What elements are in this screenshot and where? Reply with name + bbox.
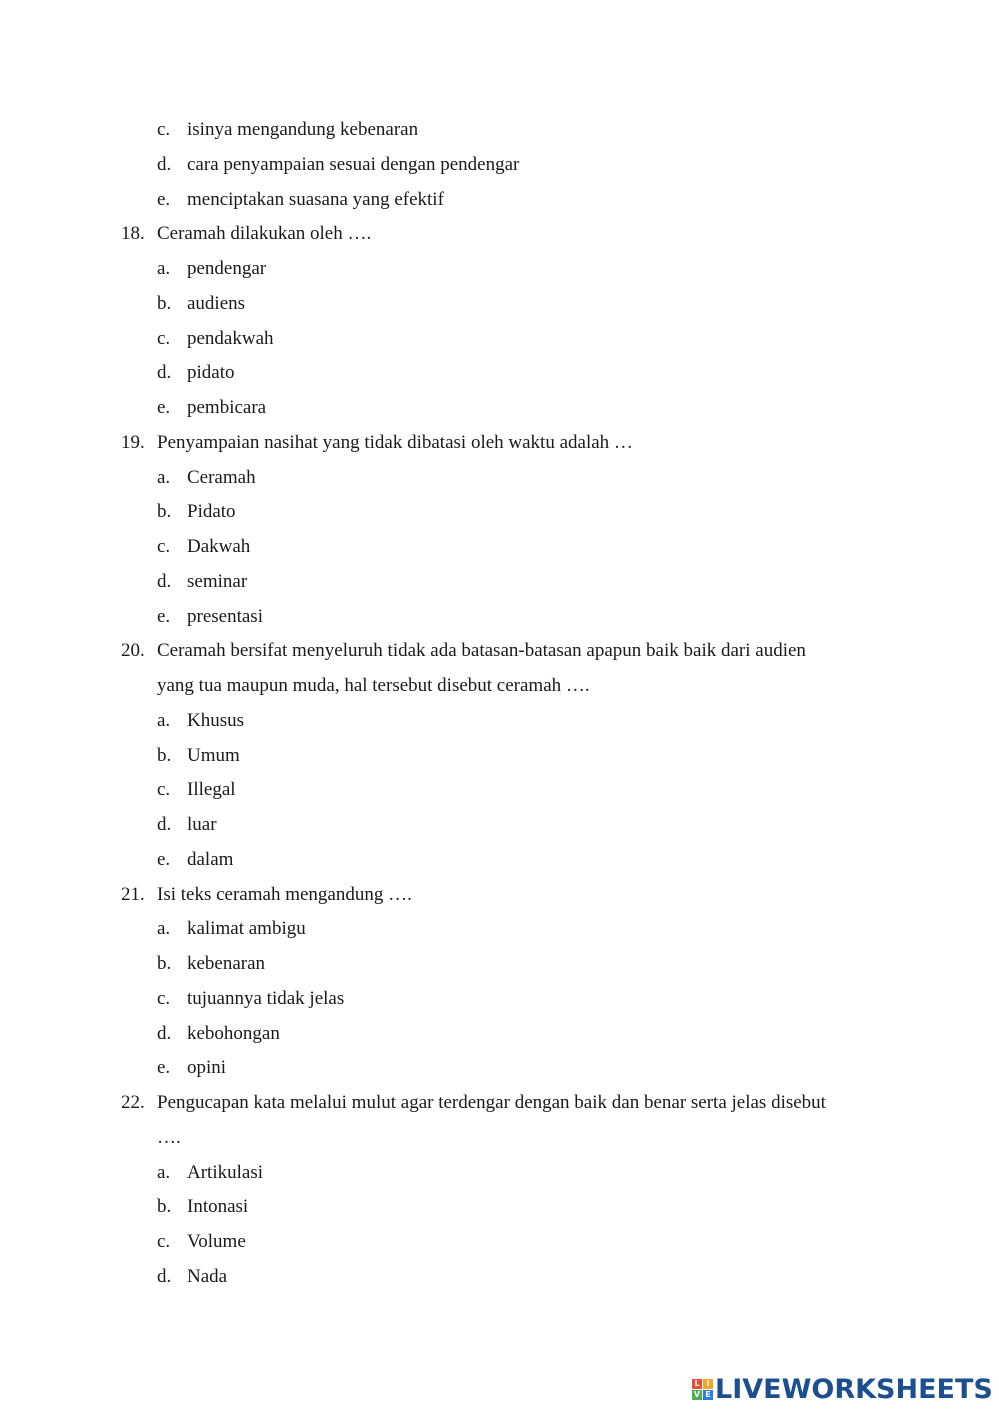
option-text: Intonasi bbox=[187, 1196, 249, 1218]
option-letter: c. bbox=[157, 119, 171, 140]
option-text: kebohongan bbox=[187, 1022, 280, 1044]
option-text: tujuannya tidak jelas bbox=[187, 987, 345, 1009]
option-text: Dakwah bbox=[187, 536, 251, 557]
option-text: Volume bbox=[187, 1231, 246, 1252]
logo-tile-l: L bbox=[692, 1379, 702, 1389]
option-text: pendakwah bbox=[187, 327, 274, 349]
option-letter: e. bbox=[157, 188, 171, 210]
option-letter: d. bbox=[157, 1022, 172, 1044]
option-text: Illegal bbox=[187, 779, 236, 801]
option-letter: e. bbox=[157, 397, 171, 418]
option-text: seminar bbox=[187, 570, 248, 592]
option-letter: b. bbox=[157, 501, 172, 523]
question-number: 21. bbox=[121, 883, 145, 905]
option-letter: e. bbox=[157, 1057, 171, 1079]
liveworksheets-logo-mark bbox=[692, 1379, 713, 1400]
question-text: Ceramah dilakukan oleh …. bbox=[157, 223, 372, 245]
option-text: opini bbox=[187, 1057, 227, 1079]
option-letter: b. bbox=[157, 744, 172, 766]
option-text: dalam bbox=[187, 848, 234, 870]
option-text: presentasi bbox=[187, 605, 263, 627]
option-letter: c. bbox=[157, 987, 171, 1009]
option-letter: d. bbox=[157, 814, 172, 835]
option-letter: b. bbox=[157, 953, 172, 974]
option-letter: b. bbox=[157, 292, 172, 314]
question-text: Pengucapan kata melalui mulut agar terdengar dengan baik dan benar serta jelas disebut bbox=[157, 1092, 826, 1113]
question-number: 22. bbox=[121, 1092, 145, 1113]
liveworksheets-logo bbox=[692, 1372, 993, 1406]
option-text: cara penyampaian sesuai dengan pendengar bbox=[187, 153, 520, 175]
option-text: Umum bbox=[187, 744, 240, 766]
option-letter: e. bbox=[157, 605, 171, 627]
option-text: kalimat ambigu bbox=[187, 918, 306, 940]
option-text: Khusus bbox=[187, 709, 245, 731]
logo-tile-e: E bbox=[703, 1390, 713, 1400]
question-text-continued: …. bbox=[157, 1126, 181, 1148]
option-letter: c. bbox=[157, 536, 171, 557]
option-letter: d. bbox=[157, 362, 172, 384]
option-letter: d. bbox=[157, 153, 172, 175]
option-text: pendengar bbox=[187, 258, 267, 279]
question-number: 20. bbox=[121, 640, 145, 662]
option-letter: b. bbox=[157, 1196, 172, 1218]
option-text: Ceramah bbox=[187, 466, 256, 488]
option-letter: c. bbox=[157, 327, 171, 349]
option-letter: a. bbox=[157, 918, 171, 940]
question-number: 19. bbox=[121, 431, 145, 453]
logo-tile-v: V bbox=[693, 1389, 701, 1399]
liveworksheets-logo-text: LIVEWORKSHEETS bbox=[715, 1373, 993, 1405]
option-letter: a. bbox=[157, 466, 171, 488]
option-text: audiens bbox=[187, 292, 246, 314]
option-text: isinya mengandung kebenaran bbox=[187, 119, 419, 140]
option-text: menciptakan suasana yang efektif bbox=[187, 188, 444, 210]
option-text: pidato bbox=[187, 362, 235, 384]
option-text: Nada bbox=[187, 1265, 228, 1287]
question-text: Ceramah bersifat menyeluruh tidak ada batasan-batasan apapun baik baik dari audien bbox=[157, 640, 806, 662]
option-text: luar bbox=[187, 814, 217, 835]
option-letter: e. bbox=[157, 848, 171, 870]
option-text: kebenaran bbox=[187, 953, 266, 974]
question-text: Penyampaian nasihat yang tidak dibatasi oleh waktu adalah … bbox=[157, 431, 633, 453]
option-text: Pidato bbox=[187, 501, 236, 523]
option-letter: d. bbox=[157, 1265, 172, 1287]
option-letter: c. bbox=[157, 1231, 171, 1252]
question-text: Isi teks ceramah mengandung …. bbox=[157, 883, 412, 905]
option-letter: a. bbox=[157, 1161, 171, 1183]
option-letter: c. bbox=[157, 779, 171, 801]
question-text-continued: yang tua maupun muda, hal tersebut disebut ceramah …. bbox=[157, 675, 590, 696]
logo-tile-i: I bbox=[703, 1379, 713, 1389]
option-letter: a. bbox=[157, 258, 171, 279]
option-text: pembicara bbox=[187, 397, 267, 418]
option-letter: a. bbox=[157, 709, 171, 731]
question-number: 18. bbox=[121, 223, 145, 245]
option-letter: d. bbox=[157, 570, 172, 592]
option-text: Artikulasi bbox=[187, 1161, 263, 1183]
